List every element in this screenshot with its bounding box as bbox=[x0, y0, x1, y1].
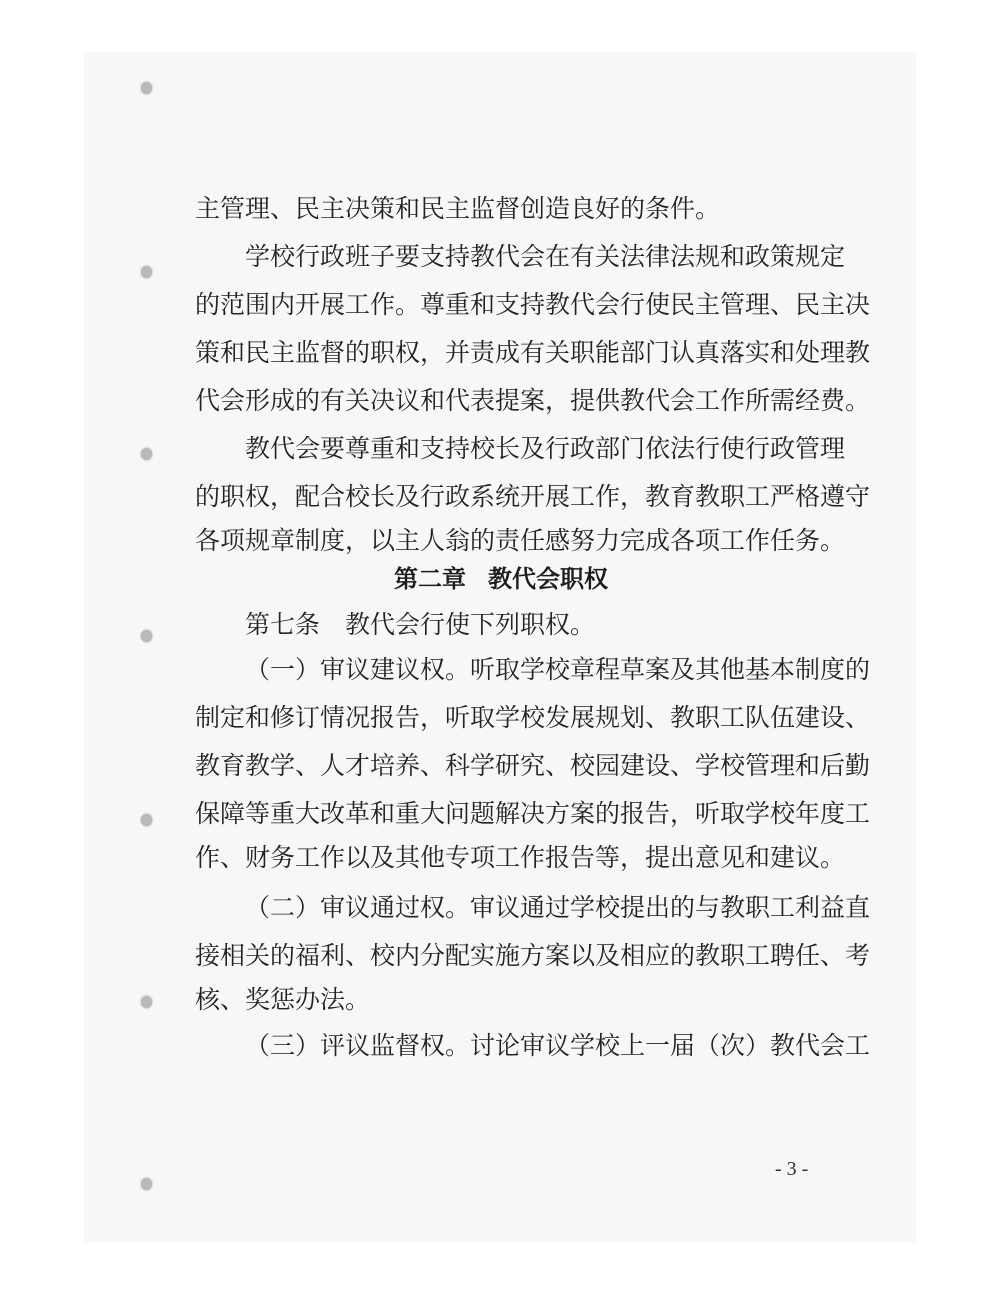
binding-hole bbox=[141, 630, 152, 642]
binding-hole bbox=[141, 266, 152, 278]
paragraph-line: 策和民主监督的职权，并责成有关职能部门认真落实和处理教 bbox=[195, 338, 871, 367]
page-number: - 3 - bbox=[775, 1158, 809, 1180]
paragraph-line: 保障等重大改革和重大问题解决方案的报告，听取学校年度工 bbox=[195, 799, 871, 828]
chapter-title: 教代会职权 bbox=[488, 565, 608, 593]
paragraph-line: 学校行政班子要支持教代会在有关法律法规和政策规定 bbox=[245, 242, 846, 271]
paragraph-line: 的职权，配合校长及行政系统开展工作，教育教职工严格遵守 bbox=[195, 482, 871, 511]
binding-hole bbox=[141, 996, 152, 1008]
paragraph-line: 的范围内开展工作。尊重和支持教代会行使民主管理、民主决 bbox=[195, 290, 871, 319]
paragraph-line: 核、奖惩办法。 bbox=[195, 985, 371, 1014]
paragraph-line: 代会形成的有关决议和代表提案，提供教代会工作所需经费。 bbox=[195, 386, 871, 415]
paragraph-line: （三）评议监督权。讨论审议学校上一届（次）教代会工 bbox=[245, 1031, 871, 1060]
paragraph-line: 教代会要尊重和支持校长及行政部门依法行使行政管理 bbox=[245, 434, 846, 463]
paragraph-line: 主管理、民主决策和民主监督创造良好的条件。 bbox=[195, 194, 721, 223]
chapter-heading bbox=[195, 559, 807, 599]
binding-hole bbox=[141, 448, 152, 460]
paragraph-line: 教育教学、人才培养、科学研究、校园建设、学校管理和后勤 bbox=[195, 751, 871, 780]
paragraph-line: 各项规章制度，以主人翁的责任感努力完成各项工作任务。 bbox=[195, 526, 846, 555]
paragraph-line: 作、财务工作以及其他专项工作报告等，提出意见和建议。 bbox=[195, 843, 846, 872]
paragraph-line: （一）审议建议权。听取学校章程草案及其他基本制度的 bbox=[245, 655, 871, 684]
binding-hole bbox=[141, 82, 152, 94]
chapter-number: 第二章 bbox=[394, 565, 466, 593]
paragraph-line: 接相关的福利、校内分配实施方案以及相应的教职工聘任、考 bbox=[195, 941, 871, 970]
binding-hole bbox=[141, 814, 152, 826]
paragraph-line: （二）审议通过权。审议通过学校提出的与教职工利益直 bbox=[245, 893, 871, 922]
binding-hole bbox=[141, 1178, 152, 1190]
article-heading-line: 第七条 教代会行使下列职权。 bbox=[245, 610, 596, 639]
paragraph-line: 制定和修订情况报告，听取学校发展规划、教职工队伍建设、 bbox=[195, 703, 871, 732]
